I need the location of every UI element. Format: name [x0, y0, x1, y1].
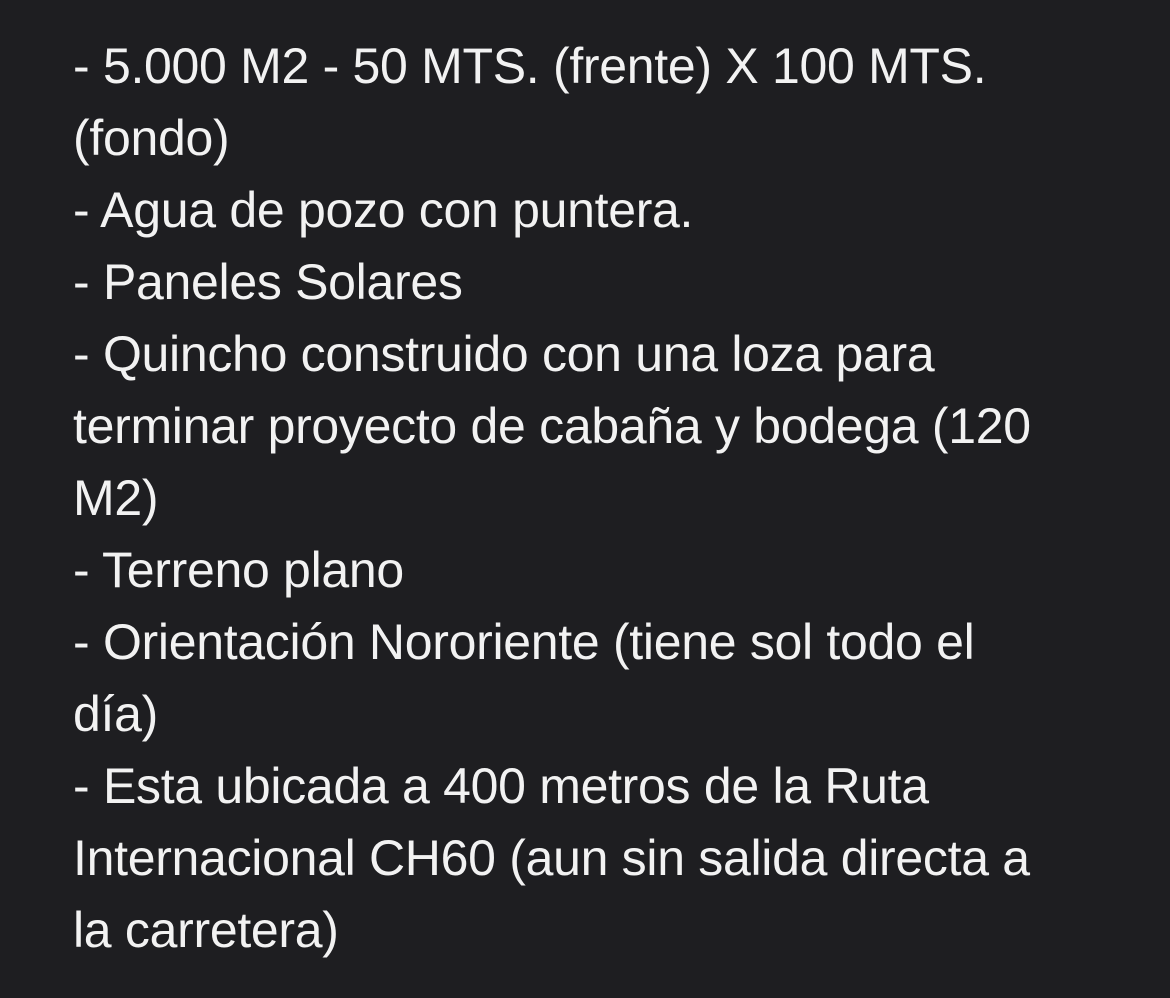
- description-line: - Orientación Nororiente (tiene sol todo el: [73, 614, 975, 670]
- description-line: - Paneles Solares: [73, 254, 463, 310]
- description-line: (fondo): [73, 110, 230, 166]
- description-line: - Esta ubicada a 400 metros de la Ruta: [73, 758, 929, 814]
- description-line: M2): [73, 470, 159, 526]
- description-line: - Terreno plano: [73, 542, 404, 598]
- description-line: terminar proyecto de cabaña y bodega (120: [73, 398, 1031, 454]
- description-line: Internacional CH60 (aun sin salida directa a: [73, 830, 1030, 886]
- listing-description-text: [73, 30, 1130, 966]
- description-line: - 5.000 M2 - 50 MTS. (frente) X 100 MTS.: [73, 38, 987, 94]
- description-line: día): [73, 686, 158, 742]
- description-line: la carretera): [73, 902, 339, 958]
- description-line: - Agua de pozo con puntera.: [73, 182, 694, 238]
- description-line: - Quincho construido con una loza para: [73, 326, 935, 382]
